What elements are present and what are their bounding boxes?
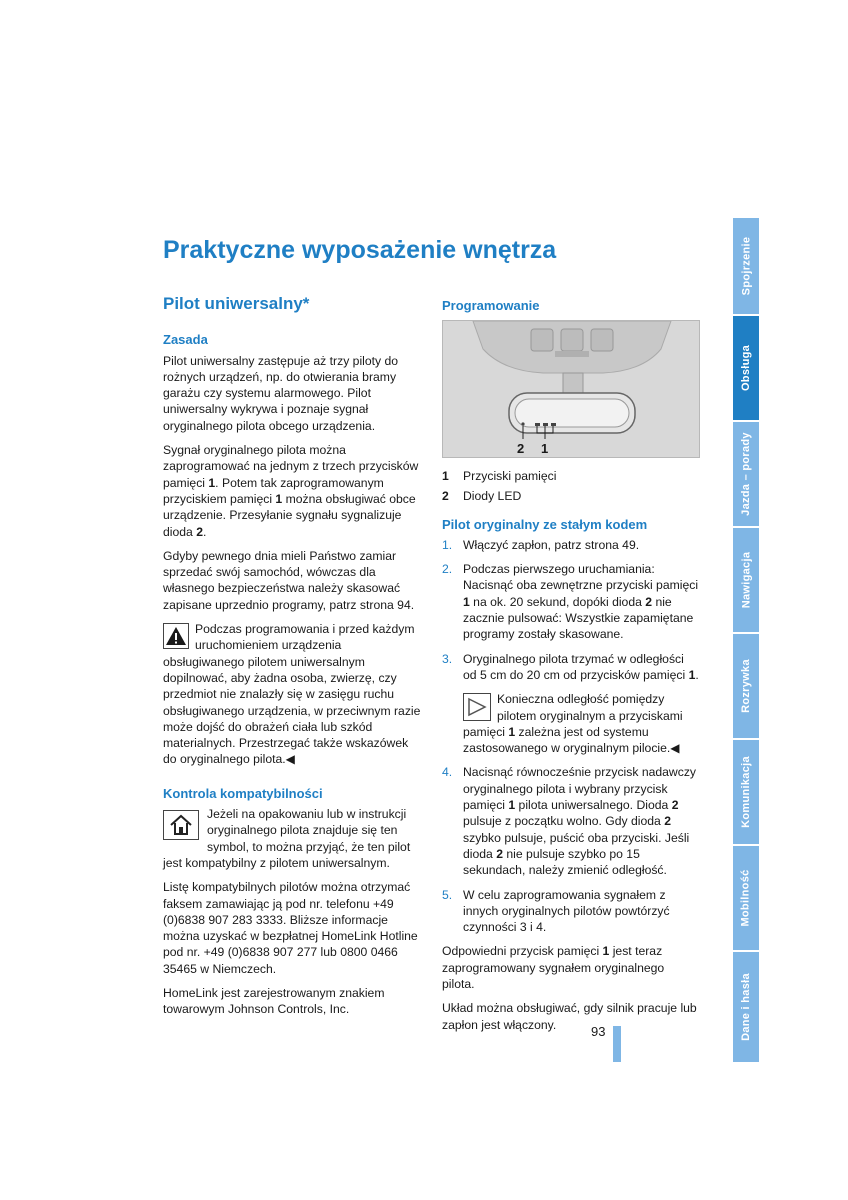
paragraph: Sygnał oryginalnego pilota można zaprogramować na jednym z trzech przycisków pamięci 1. Potem tak zaprogramowanym przyciskiem pamięci 1 można obsługiwać obce urządzenie. Przesyłanie sygnału sygnalizuje dioda 2. [163,443,419,539]
paragraph: Pilot uniwersalny zastępuje aż trzy piloty do rożnych urządzeń, np. do otwierania bramy garażu czy systemu alarmowego. Pilot uniwersalny wykrywa i poznaje sygnał oryginalnego pilota obcego urządzenia. [163,353,399,433]
programowanie-heading: Programowanie [442,298,540,313]
warning-note: Podczas programowania i przed każdym uruchomieniem urządzenia obsługiwanego pilotem uniwersalnym dopilnować, aby żadna osoba, zwierzę, czy przedmiot nie znalazły się w zasięgu ruchu obsługiwanego urządzenia, w przeciwnym razie może dojść do obrażeń ciała lub szkód materialnych. Przestrzegać także wskazówek do oryginalnego pilota.◀ [163,622,421,767]
zasada-heading: Zasada [163,332,208,348]
figure-label-2: 2 [517,441,525,456]
legend-item: 1 Przyciski pamięci [442,469,557,483]
figure-label-1: 1 [541,441,549,456]
steps-list [442,537,700,936]
tab-komunikacja[interactable]: Komunikacja [733,740,759,844]
note-icon [463,693,491,721]
step-2: 2. Podczas pierwszego uruchamiania: Nacisnąć oba zewnętrzne przyciski pamięci 1 na ok. 20 sekund, dopóki dioda 2 nie zacznie pulsować: Wszystkie zapamiętane programy zostały skasowane. [442,562,699,642]
section-title: Pilot uniwersalny* [163,294,310,313]
paragraph: Odpowiedni przycisk pamięci 1 jest teraz zaprogramowany sygnałem oryginalnego pilota. [442,944,665,992]
step-5: 5. W celu zaprogramowania sygnałem z innych oryginalnych pilotów powtórzyć czynności 3 i 4. [442,887,670,935]
page-marker [613,1026,621,1062]
figure-legend [442,468,700,505]
step-3: 3. Oryginalnego pilota trzymać w odległości od 5 cm do 20 cm od przycisków pamięci 1. Konieczna odległość pomiędzy pilotem oryginalnym a przyciskami pamięci 1 zależna jest od systemu zastosowanego w oryginalnym pilocie.◀ [442,651,699,756]
tab-jazda-porady[interactable]: Jazda – porady [733,422,759,526]
tab-obsluga[interactable]: Obsługa [733,316,759,420]
compatibility-note: Jeżeli na opakowaniu lub w instrukcji oryginalnego pilota znajduje się ten symbol, to można przyjąć, że ten pilot jest kompatybilny z pilotem uniwersalnym. [163,807,411,870]
tab-mobilnosc[interactable]: Mobilność [733,846,759,950]
step-1: 1. Włączyć zapłon, patrz strona 49. [442,537,640,552]
pilot-heading: Pilot oryginalny ze stałym kodem [442,516,648,532]
kontrola-heading: Kontrola kompatybilności [163,785,323,801]
left-column [163,296,421,1026]
paragraph: Gdyby pewnego dnia mieli Państwo zamiar sprzedać swój samochód, wówczas dla własnego bezpieczeństwa należy skasować zapisane uprzednio programy, patrz strona 94. [163,548,415,612]
tab-rozrywka[interactable]: Rozrywka [733,634,759,738]
mirror-figure [442,320,700,458]
warning-icon [163,623,189,649]
paragraph: Układ można obsługiwać, gdy silnik pracuje lub zapłon jest włączony. [442,1001,697,1032]
tab-spojrzenie[interactable]: Spojrzenie [733,218,759,314]
legend-item: 2 Diody LED [442,489,522,504]
step-4: 4. Nacisnąć równocześnie przycisk nadawczy oryginalnego pilota i wybrany przycisk pamięci 1 pilota uniwersalnego. Dioda 2 pulsuje z początku wolno. Gdy dioda 2 szybko pulsuje, puścić oba przyciski. Jeśli dioda 2 nie pulsuje szybko po 15 sekundach, należy zmienić odległość. [442,765,697,878]
rear-view-mirror-illustration [443,321,700,458]
homelink-icon [163,810,199,840]
right-column [442,468,700,1033]
page-title: Praktyczne wyposażenie wnętrza [163,236,557,264]
paragraph: HomeLink jest zarejestrowanym znakiem towarowym Johnson Controls, Inc. [163,985,385,1017]
tab-nawigacja[interactable]: Nawigacja [733,528,759,632]
distance-note: Konieczna odległość pomiędzy pilotem oryginalnym a przyciskami pamięci 1 zależna jest od systemu zastosowanego w oryginalnym pilocie.◀ [463,692,683,756]
page-number: 93 [591,1024,606,1039]
paragraph: Listę kompatybilnych pilotów można otrzymać faksem zamawiając ją pod nr. telefonu +49 (0)6838 907 283 3333. Bliższe informacje można uzyskać w bezpłatnej HomeLink Hotline pod nr. +49 (0)6838 907 277 lub 0800 0466 35465 w Niemczech. [163,880,418,976]
tab-dane-i-hasla[interactable]: Dane i hasła [733,952,759,1062]
